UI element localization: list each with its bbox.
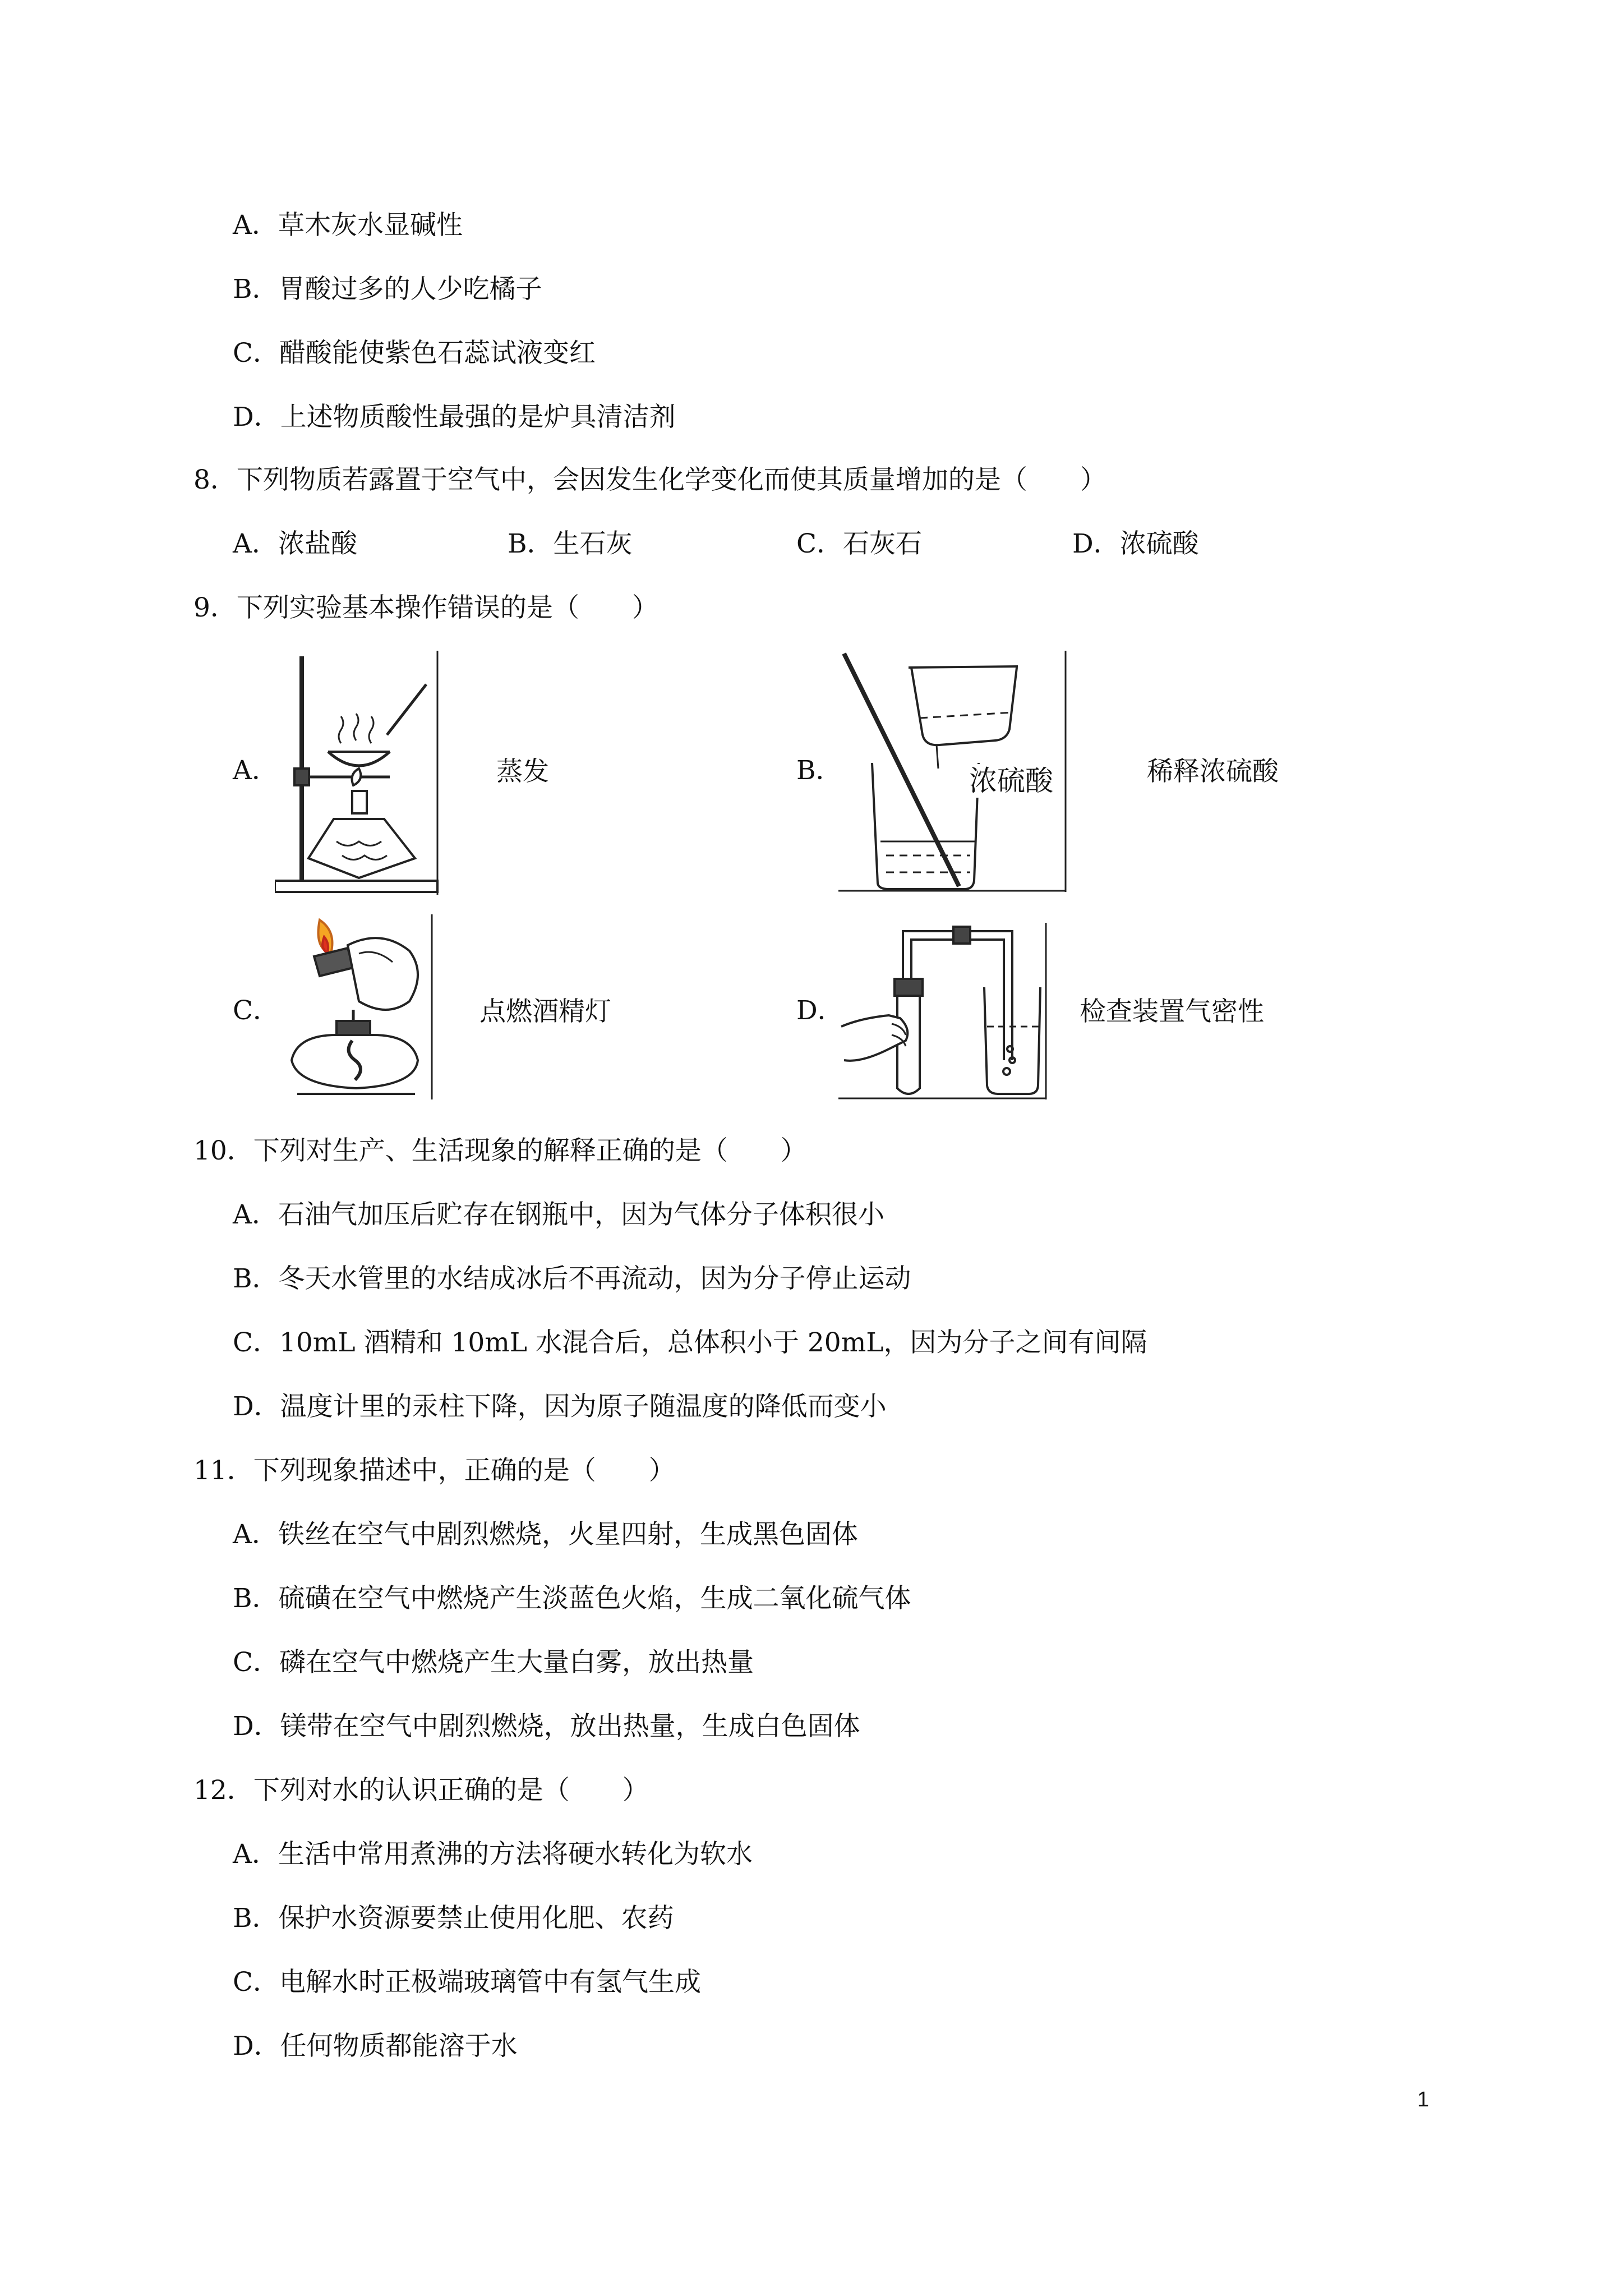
q10-option-b: B．冬天水管里的水结成冰后不再流动，因为分子停止运动 — [233, 1263, 911, 1294]
sulfuric-acid-figure-label: 浓硫酸 — [969, 765, 1053, 797]
q11-option-c: C．磷在空气中燃烧产生大量白雾，放出热量 — [233, 1647, 754, 1678]
q10-option-d: D．温度计里的汞柱下降，因为原子随温度的降低而变小 — [233, 1391, 887, 1422]
q8-option-a: A．浓盐酸 — [233, 528, 357, 559]
q7-option-a: A．草木灰水显碱性 — [233, 210, 463, 241]
q10-option-c: C．10mL 酒精和 10mL 水混合后，总体积小于 20mL，因为分子之间有间隔 — [233, 1327, 1147, 1358]
q8-option-b: B．生石灰 — [508, 528, 633, 559]
q9-b-caption: 稀释浓硫酸 — [1147, 756, 1279, 787]
q11-option-a: A．铁丝在空气中剧烈燃烧，火星四射，生成黑色固体 — [233, 1519, 858, 1550]
q9-stem: 9．下列实验基本操作错误的是（ ） — [193, 592, 658, 623]
q8-option-d: D．浓硫酸 — [1072, 528, 1199, 559]
q9-c-letter: C． — [233, 995, 279, 1026]
q8-option-c: C．石灰石 — [796, 528, 922, 559]
q9-a-caption: 蒸发 — [496, 756, 549, 787]
q12-option-c: C．电解水时正极端玻璃管中有氢气生成 — [233, 1967, 701, 1998]
q9-a-letter: A． — [233, 755, 278, 786]
q11-stem: 11．下列现象描述中，正确的是（ ） — [193, 1455, 675, 1486]
airtightness-figure — [838, 920, 1052, 1105]
dilution-figure — [838, 651, 1074, 898]
q9-d-letter: D． — [796, 995, 844, 1026]
q7-option-b: B．胃酸过多的人少吃橘子 — [233, 274, 542, 305]
q11-option-d: D．镁带在空气中剧烈燃烧，放出热量，生成白色固体 — [233, 1711, 860, 1742]
q10-option-a: A．石油气加压后贮存在钢瓶中，因为气体分子体积很小 — [233, 1199, 884, 1230]
evaporation-figure — [275, 651, 443, 895]
q9-b-letter: B． — [796, 755, 842, 786]
q12-option-a: A．生活中常用煮沸的方法将硬水转化为软水 — [233, 1839, 753, 1870]
q9-c-caption: 点燃酒精灯 — [479, 996, 611, 1027]
page-number: 1 — [1417, 2088, 1430, 2111]
q7-option-c: C．醋酸能使紫色石蕊试液变红 — [233, 338, 596, 369]
q7-option-d: D．上述物质酸性最强的是炉具清洁剂 — [233, 402, 676, 432]
q9-d-caption: 检查装置气密性 — [1080, 996, 1264, 1027]
q12-option-d: D．任何物质都能溶于水 — [233, 2031, 518, 2062]
q12-option-b: B．保护水资源要禁止使用化肥、农药 — [233, 1903, 674, 1934]
alcohol-lamp-figure — [275, 914, 437, 1099]
q11-option-b: B．硫磺在空气中燃烧产生淡蓝色火焰，生成二氧化硫气体 — [233, 1583, 911, 1614]
q12-stem: 12．下列对水的认识正确的是（ ） — [193, 1775, 649, 1806]
q10-stem: 10．下列对生产、生活现象的解释正确的是（ ） — [193, 1135, 807, 1166]
q8-stem: 8．下列物质若露置于空气中，会因发生化学变化而使其质量增加的是（ ） — [193, 464, 1106, 495]
